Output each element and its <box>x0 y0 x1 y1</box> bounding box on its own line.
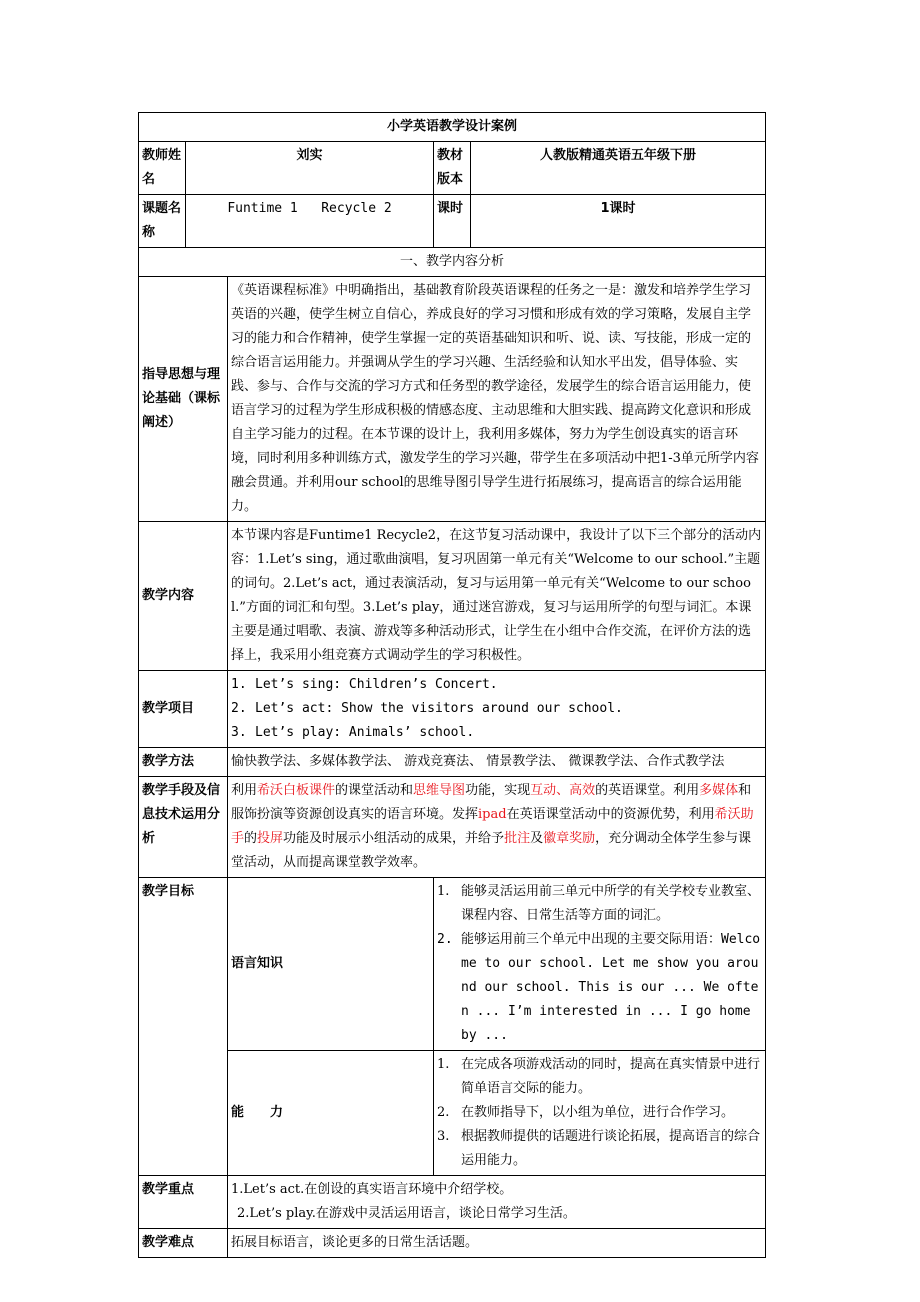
item-text: Let’s sing: Children’s Concert. <box>255 677 498 692</box>
highlight-mind-map: 思维导图 <box>413 783 466 798</box>
knowledge-list <box>437 880 762 1048</box>
hours-value: 1课时 <box>471 195 766 248</box>
lesson-plan-document <box>138 112 765 1258</box>
list-item: 2. Let’s act: Show the visitors around our school. <box>231 697 762 721</box>
list-item: 1. 在完成各项游戏活动的同时，提高在真实情景中进行简单语言交际的能力。 <box>437 1057 761 1096</box>
highlight-interactive-efficient: 互动、高效 <box>530 783 596 798</box>
list-item: 3. 根据教师提供的话题进行谈论拓展，提高语言的综合运用能力。 <box>437 1129 761 1168</box>
document-title: 小学英语教学设计案例 <box>139 113 766 142</box>
list-item: 2. 能够运用前三个单元中出现的主要交际用语：Welcome to our school. Let me show you around our school. This is our ... We often ... I’m interested in ... I go home by ... <box>437 932 761 1043</box>
tech-label: 教学手段及信息技术运用分析 <box>139 777 228 878</box>
key-point-2: 2.Let’s play.在游戏中灵活运用语言，谈论日常学习生活。 <box>237 1206 576 1221</box>
item-text: Let’s act: Show the visitors around our school. <box>255 701 623 716</box>
highlight-ipad: ipad <box>478 807 507 822</box>
methods-text: 愉快教学法、多媒体教学法、 游戏竞赛法、 情景教学法、 微课教学法、合作式教学法 <box>228 748 766 777</box>
methods-label: 教学方法 <box>139 748 228 777</box>
highlight-multimedia: 多媒体 <box>699 783 739 798</box>
list-item: 2. 在教师指导下，以小组为单位，进行合作学习。 <box>437 1105 735 1120</box>
textbook-value: 人教版精通英语五年级下册 <box>471 142 766 195</box>
topic-value: Funtime 1 Recycle 2 <box>186 195 434 248</box>
highlight-badge-reward: 徽章奖励 <box>543 831 596 846</box>
ability-cell <box>434 1051 766 1176</box>
difficulty-text: 拓展目标语言，谈论更多的日常生活话题。 <box>228 1229 766 1258</box>
key-points-label: 教学重点 <box>139 1176 228 1229</box>
hours-label: 课时 <box>434 195 471 248</box>
topic-label: 课题名称 <box>139 195 186 248</box>
list-item: 1. Let’s sing: Children’s Concert. <box>231 673 762 697</box>
tech-text: 利用希沃白板课件的课堂活动和思维导图功能，实现互动、高效的英语课堂。利用多媒体和服饰扮演等资源创设真实的语言环境。发挥ipad在英语课堂活动中的资源优势，利用希沃助手的投屏功能及时展示小组活动的成果，并给予批注及徽章奖励，充分调动全体学生参与课堂活动，从而提高课堂教学效率。 <box>228 777 766 878</box>
content-text: 本节课内容是Funtime1 Recycle2，在这节复习活动课中，我设计了以下三个部分的活动内容：1.Let’s sing，通过歌曲演唱，复习巩固第一单元有关“Welcome to our school.”主题的词句。2.Let’s act，通过表演活动，复习与运用第一单元有关“Welcome to our school.”方面的词汇和句型。3.Let’s play，通过迷宫游戏，复习与运用所学的句型与词汇。本课主要是通过唱歌、表演、游戏等多种活动形式，让学生在小组中合作交流，在评价方法的选择上，我采用小组竞赛方式调动学生的学习积极性。 <box>228 522 766 671</box>
highlight-screen-cast: 投屏 <box>257 831 284 846</box>
highlight-seewo-whiteboard: 希沃白板课件 <box>257 783 336 798</box>
key-point-1: 1.Let’s act.在创设的真实语言环境中介绍学校。 <box>231 1182 513 1197</box>
ability-label: 能 力 <box>228 1051 434 1176</box>
list-item: 1. 能够灵活运用前三单元中所学的有关学校专业教室、课程内容、日常生活等方面的词汇。 <box>437 884 761 923</box>
teacher-name-value: 刘实 <box>186 142 434 195</box>
content-label: 教学内容 <box>139 522 228 671</box>
key-points-cell <box>228 1176 766 1229</box>
guide-text: 《英语课程标准》中明确指出，基础教育阶段英语课程的任务之一是：激发和培养学生学习英语的兴趣，使学生树立自信心，养成良好的学习习惯和形成有效的学习策略，发展自主学习的能力和合作精神，使学生掌握一定的英语基础知识和听、说、读、写技能，形成一定的综合语言运用能力。并强调从学生的学习兴趣、生活经验和认知水平出发，倡导体验、实践、参与、合作与交流的学习方式和任务型的教学途径，发展学生的综合语言运用能力，使语言学习的过程为学生形成积极的情感态度、主动思维和大胆实践、提高跨文化意识和形成自主学习能力的过程。在本节课的设计上，我利用多媒体，努力为学生创设真实的语言环境，同时利用多种训练方式，激发学生的学习兴趣，带学生在多项活动中把1-3单元所学内容融会贯通。并利用our school的思维导图引导学生进行拓展练习，提高语言的综合运用能力。 <box>228 277 766 522</box>
ability-list <box>437 1053 762 1173</box>
guide-label: 指导思想与理论基础（课标阐述） <box>139 277 228 522</box>
highlight-seewo-assistant: 希沃助手 <box>231 807 754 846</box>
items-list-cell <box>228 671 766 748</box>
textbook-label: 教材版本 <box>434 142 471 195</box>
knowledge-cell <box>434 878 766 1051</box>
list-item: 3. Let’s play: Animals’ school. <box>231 721 762 745</box>
section-heading-content-analysis: 一、教学内容分析 <box>139 248 766 277</box>
item-text: Let’s play: Animals’ school. <box>255 725 475 740</box>
items-list <box>231 673 762 745</box>
difficulty-label: 教学难点 <box>139 1229 228 1258</box>
lesson-plan-table <box>138 112 766 1258</box>
items-label: 教学项目 <box>139 671 228 748</box>
highlight-annotation: 批注 <box>504 831 531 846</box>
teacher-name-label: 教师姓名 <box>139 142 186 195</box>
knowledge-label: 语言知识 <box>228 878 434 1051</box>
goals-label: 教学目标 <box>139 878 228 1176</box>
